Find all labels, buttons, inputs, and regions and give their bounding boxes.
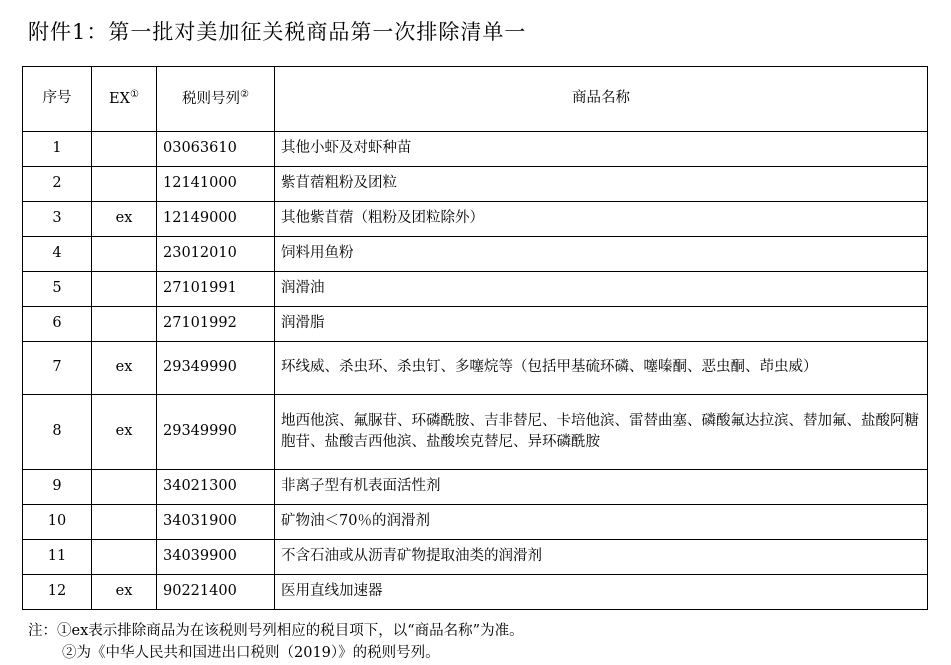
- cell-seq: 11: [23, 540, 92, 575]
- cell-name: 紫苜蓿粗粉及团粒: [275, 167, 928, 202]
- table-row: [23, 202, 928, 237]
- table-row: [23, 575, 928, 610]
- cell-name: 其他小虾及对虾种苗: [275, 132, 928, 167]
- table-row: [23, 237, 928, 272]
- cell-code: 03063610: [157, 132, 275, 167]
- table-header: [23, 67, 928, 132]
- column-header-ex: [92, 67, 157, 132]
- cell-code: 29349990: [157, 342, 275, 395]
- cell-code: 12149000: [157, 202, 275, 237]
- cell-ex: ex: [92, 575, 157, 610]
- column-header-code-superscript: ②: [240, 89, 249, 101]
- cell-seq: 1: [23, 132, 92, 167]
- table-header-row: [23, 67, 928, 132]
- cell-ex: ex: [92, 342, 157, 395]
- cell-name: 其他紫苜蓿（粗粉及团粒除外）: [275, 202, 928, 237]
- footnote-2: ②为《中华人民共和国进出口税则（2019）》的税则号列。: [62, 645, 440, 662]
- cell-code: 34031900: [157, 505, 275, 540]
- column-header-name: 商品名称: [275, 67, 928, 132]
- column-header-code: [157, 67, 275, 132]
- cell-ex: ex: [92, 395, 157, 470]
- footnotes: [28, 620, 951, 665]
- column-header-seq: 序号: [23, 67, 92, 132]
- cell-code: 29349990: [157, 395, 275, 470]
- page-title: 附件1：第一批对美加征关税商品第一次排除清单一: [28, 20, 527, 44]
- cell-ex: [92, 307, 157, 342]
- document-page: [0, 16, 951, 662]
- cell-ex: [92, 132, 157, 167]
- cell-code: 34039900: [157, 540, 275, 575]
- table-row: [23, 132, 928, 167]
- cell-ex: [92, 470, 157, 505]
- cell-seq: 8: [23, 395, 92, 470]
- column-header-ex-superscript: ①: [129, 89, 139, 101]
- cell-name: 非离子型有机表面活性剂: [275, 470, 928, 505]
- cell-name: 润滑脂: [275, 307, 928, 342]
- cell-code: 90221400: [157, 575, 275, 610]
- cell-code: 23012010: [157, 237, 275, 272]
- cell-ex: [92, 272, 157, 307]
- cell-seq: 5: [23, 272, 92, 307]
- cell-ex: [92, 167, 157, 202]
- column-header-code-text: 税则号列: [182, 90, 241, 107]
- table-row: [23, 272, 928, 307]
- table-row: [23, 167, 928, 202]
- table-row: [23, 307, 928, 342]
- cell-name: 地西他滨、氟脲苷、环磷酰胺、吉非替尼、卡培他滨、雷替曲塞、磷酸氟达拉滨、替加氟、盐酸阿糖胞苷、盐酸吉西他滨、盐酸埃克替尼、异环磷酰胺: [275, 395, 928, 470]
- cell-seq: 9: [23, 470, 92, 505]
- cell-ex: [92, 505, 157, 540]
- cell-seq: 12: [23, 575, 92, 610]
- cell-code: 34021300: [157, 470, 275, 505]
- table-row: [23, 470, 928, 505]
- column-header-ex-text: EX: [109, 90, 130, 107]
- table-row: [23, 540, 928, 575]
- cell-ex: [92, 237, 157, 272]
- cell-code: 27101991: [157, 272, 275, 307]
- table-row: [23, 505, 928, 540]
- cell-seq: 10: [23, 505, 92, 540]
- cell-seq: 6: [23, 307, 92, 342]
- cell-name: 矿物油＜70％的润滑剂: [275, 505, 928, 540]
- exclusion-list-table: [22, 66, 928, 610]
- cell-name: 环线威、杀虫环、杀虫钉、多噻烷等（包括甲基硫环磷、噻嗪酮、恶虫酮、茚虫威）: [275, 342, 928, 395]
- cell-name: 润滑油: [275, 272, 928, 307]
- table-row: [23, 342, 928, 395]
- cell-name: 医用直线加速器: [275, 575, 928, 610]
- cell-seq: 2: [23, 167, 92, 202]
- table-body: [23, 132, 928, 610]
- cell-code: 27101992: [157, 307, 275, 342]
- cell-seq: 4: [23, 237, 92, 272]
- cell-seq: 3: [23, 202, 92, 237]
- footnote-1: 注：①ex表示排除商品为在该税则号列相应的税目项下，以“商品名称”为准。: [28, 623, 524, 639]
- table-row: [23, 395, 928, 470]
- cell-name: 饲料用鱼粉: [275, 237, 928, 272]
- cell-ex: [92, 540, 157, 575]
- cell-ex: ex: [92, 202, 157, 237]
- cell-code: 12141000: [157, 167, 275, 202]
- cell-name: 不含石油或从沥青矿物提取油类的润滑剂: [275, 540, 928, 575]
- cell-seq: 7: [23, 342, 92, 395]
